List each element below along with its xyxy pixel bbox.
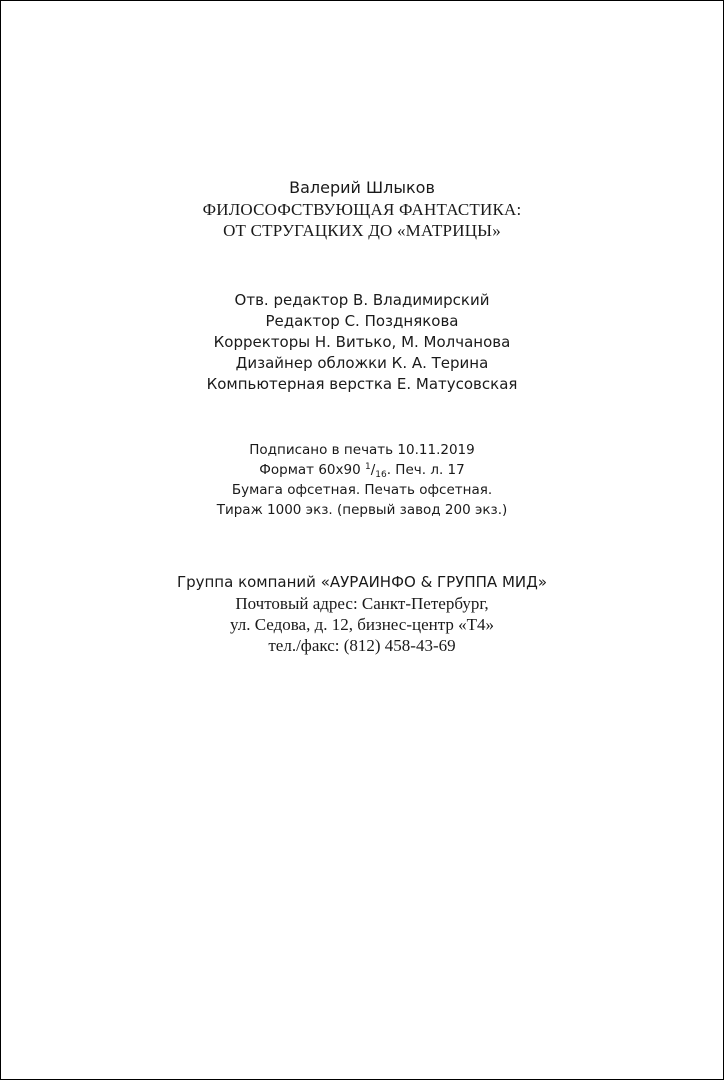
imprint-format [1, 460, 723, 480]
publisher-address-block [1, 593, 723, 656]
credit-chief-editor: Отв. редактор В. Владимирский [234, 291, 490, 309]
address-phone: тел./факс: (812) 458-43-69 [268, 636, 456, 655]
format-prefix: Формат 60х90 [259, 462, 365, 478]
credit-cover-designer: Дизайнер обложки К. А. Терина [235, 354, 489, 372]
author-block [1, 177, 723, 199]
imprint-block [1, 440, 723, 520]
imprint-run: Тираж 1000 экз. (первый завод 200 экз.) [216, 502, 508, 518]
author-name: Валерий Шлыков [289, 178, 435, 197]
credit-layout: Компьютерная верстка Е. Матусовская [206, 375, 518, 393]
publisher-name-block [1, 572, 723, 593]
imprint-signed: Подписано в печать 10.11.2019 [249, 442, 475, 458]
title-line-2: ОТ СТРУГАЦКИХ ДО «МАТРИЦЫ» [223, 221, 501, 240]
address-city: Почтовый адрес: Санкт-Петербург, [235, 594, 489, 613]
title-line-1: ФИЛОСОФСТВУЮЩАЯ ФАНТАСТИКА: [202, 200, 522, 219]
format-numerator: 1 [364, 462, 371, 472]
address-street: ул. Седова, д. 12, бизнес-центр «Т4» [230, 615, 494, 634]
credits-block [1, 290, 723, 395]
book-title [1, 199, 723, 241]
format-slash: / [370, 462, 376, 478]
credit-editor: Редактор С. Позднякова [265, 312, 459, 330]
imprint-paper: Бумага офсетная. Печать офсетная. [231, 482, 493, 498]
publisher-name: Группа компаний «АУРАИНФО & ГРУППА МИД» [176, 573, 548, 591]
credit-proofreaders: Корректоры Н. Витько, М. Молчанова [213, 333, 511, 351]
format-suffix: . Печ. л. 17 [386, 462, 465, 478]
format-denominator: 16 [375, 470, 387, 480]
